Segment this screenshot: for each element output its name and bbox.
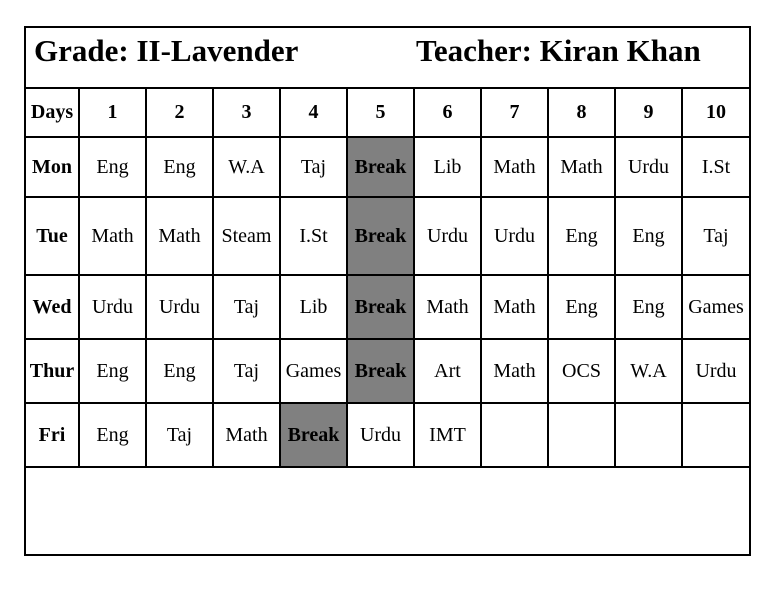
period-header: 1 [79, 89, 146, 137]
subject-cell: Eng [615, 275, 682, 339]
timetable-sheet [24, 26, 751, 556]
grade-title: Grade: II-Lavender [34, 33, 299, 68]
day-label: Thur [26, 339, 79, 403]
period-header: 6 [414, 89, 481, 137]
subject-cell: IMT [414, 403, 481, 467]
subject-cell: Lib [414, 137, 481, 197]
day-label: Fri [26, 403, 79, 467]
empty-cell [548, 403, 615, 467]
subject-cell: Eng [548, 275, 615, 339]
subject-cell: Math [79, 197, 146, 275]
days-header: Days [26, 89, 79, 137]
period-header: 7 [481, 89, 548, 137]
teacher-title: Teacher: Kiran Khan [416, 33, 701, 68]
table-row [26, 137, 749, 197]
break-cell: Break [280, 403, 347, 467]
subject-cell: Games [280, 339, 347, 403]
subject-cell: Eng [79, 339, 146, 403]
empty-cell [615, 403, 682, 467]
subject-cell: Math [481, 275, 548, 339]
subject-cell: Math [548, 137, 615, 197]
timetable-header [26, 28, 749, 89]
table-row [26, 275, 749, 339]
subject-cell: Urdu [347, 403, 414, 467]
subject-cell: Taj [146, 403, 213, 467]
break-cell: Break [347, 339, 414, 403]
subject-cell: Urdu [146, 275, 213, 339]
subject-cell: W.A [213, 137, 280, 197]
empty-cell [481, 403, 548, 467]
period-header: 2 [146, 89, 213, 137]
subject-cell: Taj [213, 339, 280, 403]
empty-cell [682, 403, 749, 467]
table-row [26, 339, 749, 403]
subject-cell: Math [481, 339, 548, 403]
subject-cell: Taj [213, 275, 280, 339]
subject-cell: Eng [79, 137, 146, 197]
table-row [26, 197, 749, 275]
subject-cell: Urdu [615, 137, 682, 197]
period-header: 8 [548, 89, 615, 137]
subject-cell: OCS [548, 339, 615, 403]
day-label: Wed [26, 275, 79, 339]
table-row [26, 403, 749, 467]
subject-cell: Art [414, 339, 481, 403]
period-header: 5 [347, 89, 414, 137]
period-header: 10 [682, 89, 749, 137]
subject-cell: Urdu [682, 339, 749, 403]
subject-cell: Eng [548, 197, 615, 275]
break-cell: Break [347, 275, 414, 339]
day-label: Mon [26, 137, 79, 197]
day-label: Tue [26, 197, 79, 275]
subject-cell: Urdu [481, 197, 548, 275]
subject-cell: Eng [146, 137, 213, 197]
subject-cell: I.St [682, 137, 749, 197]
period-header: 4 [280, 89, 347, 137]
break-cell: Break [347, 197, 414, 275]
subject-cell: Urdu [414, 197, 481, 275]
subject-cell: W.A [615, 339, 682, 403]
subject-cell: Eng [146, 339, 213, 403]
break-cell: Break [347, 137, 414, 197]
subject-cell: Math [213, 403, 280, 467]
subject-cell: Math [414, 275, 481, 339]
subject-cell: Taj [682, 197, 749, 275]
subject-cell: Steam [213, 197, 280, 275]
subject-cell: Urdu [79, 275, 146, 339]
subject-cell: Eng [79, 403, 146, 467]
period-header: 3 [213, 89, 280, 137]
subject-cell: Lib [280, 275, 347, 339]
period-header-row [26, 89, 749, 137]
subject-cell: Taj [280, 137, 347, 197]
subject-cell: Math [146, 197, 213, 275]
subject-cell: Games [682, 275, 749, 339]
subject-cell: Eng [615, 197, 682, 275]
period-header: 9 [615, 89, 682, 137]
subject-cell: I.St [280, 197, 347, 275]
timetable-grid [26, 89, 749, 468]
subject-cell: Math [481, 137, 548, 197]
